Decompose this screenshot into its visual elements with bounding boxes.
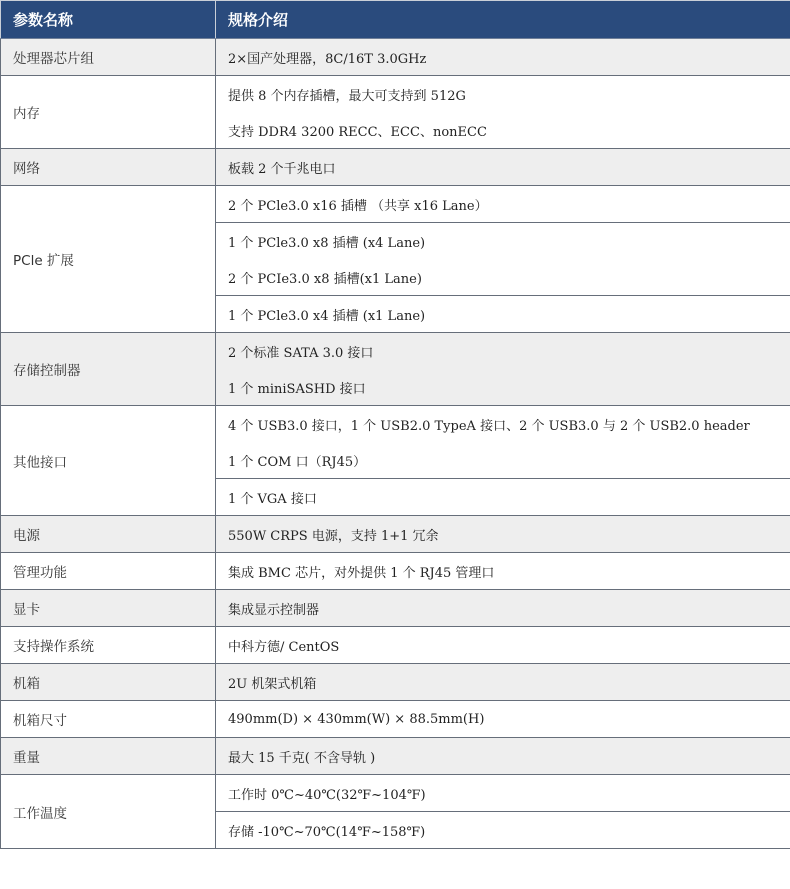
param-name-cell: 重量 — [1, 738, 216, 775]
header-row — [1, 1, 790, 39]
param-name-cell: 机箱尺寸 — [1, 701, 216, 738]
spec-line: 550W CRPS 电源，支持 1+1 冗余 — [228, 528, 439, 544]
spec-line: 1 个 COM 口（RJ45） — [228, 454, 367, 470]
spec-line: 集成 BMC 芯片，对外提供 1 个 RJ45 管理口 — [228, 565, 495, 581]
spec-cell — [216, 738, 790, 775]
spec-line: 2 个 PCle3.0 x16 插槽 （共享 x16 Lane） — [228, 198, 488, 214]
spec-cell — [216, 149, 790, 186]
spec-cell — [216, 333, 790, 406]
spec-cell — [216, 296, 790, 333]
spec-cell — [216, 590, 790, 627]
spec-line: 2 个标准 SATA 3.0 接口 — [228, 345, 374, 361]
param-name-cell: 支持操作系统 — [1, 627, 216, 664]
spec-line: 存储 -10℃~70℃(14℉~158℉) — [228, 824, 426, 840]
spec-cell — [216, 76, 790, 149]
table-row — [1, 664, 790, 701]
param-name-cell: 电源 — [1, 516, 216, 553]
spec-cell — [216, 186, 790, 223]
param-name-cell: 显卡 — [1, 590, 216, 627]
table-row — [1, 186, 790, 223]
table-row — [1, 627, 790, 664]
table-row — [1, 333, 790, 406]
param-name-cell: 网络 — [1, 149, 216, 186]
spec-line: 1 个 VGA 接口 — [228, 491, 317, 507]
header-param-name: 参数名称 — [1, 1, 216, 39]
spec-cell — [216, 701, 790, 738]
table-row — [1, 775, 790, 812]
param-name-cell: 其他接口 — [1, 406, 216, 516]
table-row — [1, 149, 790, 186]
spec-line: 2 个 PCIe3.0 x8 插槽(x1 Lane) — [228, 271, 422, 287]
param-name-cell: 处理器芯片组 — [1, 39, 216, 76]
param-name-cell: 管理功能 — [1, 553, 216, 590]
spec-cell — [216, 39, 790, 76]
spec-line: 1 个 miniSASHD 接口 — [228, 381, 366, 397]
spec-line: 2U 机架式机箱 — [228, 676, 317, 692]
spec-line: 1 个 PCle3.0 x4 插槽 (x1 Lane) — [228, 308, 426, 324]
spec-line: 板载 2 个千兆电口 — [228, 161, 336, 177]
spec-cell — [216, 775, 790, 812]
spec-line: 中科方德/ CentOS — [228, 639, 340, 655]
spec-cell — [216, 223, 790, 296]
spec-line: 支持 DDR4 3200 RECC、ECC、nonECC — [228, 124, 487, 140]
spec-line: 最大 15 千克( 不含导轨 ) — [228, 750, 376, 766]
spec-cell — [216, 664, 790, 701]
table-row — [1, 76, 790, 149]
spec-cell — [216, 516, 790, 553]
param-name-cell: 工作温度 — [1, 775, 216, 849]
header-spec-desc: 规格介绍 — [216, 1, 790, 39]
param-name-cell: 内存 — [1, 76, 216, 149]
spec-line: 2×国产处理器，8C/16T 3.0GHz — [228, 51, 427, 67]
spec-line: 490mm(D) × 430mm(W) × 88.5mm(H) — [228, 711, 485, 727]
table-row — [1, 738, 790, 775]
spec-line: 工作时 0℃~40℃(32℉~104℉) — [228, 787, 426, 803]
param-name-cell: 存储控制器 — [1, 333, 216, 406]
spec-cell — [216, 406, 790, 479]
spec-cell — [216, 812, 790, 849]
table-row — [1, 590, 790, 627]
param-name-cell: 机箱 — [1, 664, 216, 701]
spec-cell — [216, 479, 790, 516]
table-row — [1, 553, 790, 590]
spec-cell — [216, 627, 790, 664]
table-row — [1, 516, 790, 553]
table-row — [1, 701, 790, 738]
table-row — [1, 39, 790, 76]
param-name-cell: PCle 扩展 — [1, 186, 216, 333]
spec-cell — [216, 553, 790, 590]
spec-line: 集成显示控制器 — [228, 602, 320, 618]
spec-line: 4 个 USB3.0 接口，1 个 USB2.0 TypeA 接口、2 个 USB3.0 与 2 个 USB2.0 header — [228, 418, 750, 434]
spec-line: 提供 8 个内存插槽，最大可支持到 512G — [228, 88, 466, 104]
spec-line: 1 个 PCle3.0 x8 插槽 (x4 Lane) — [228, 235, 426, 251]
table-row — [1, 406, 790, 479]
